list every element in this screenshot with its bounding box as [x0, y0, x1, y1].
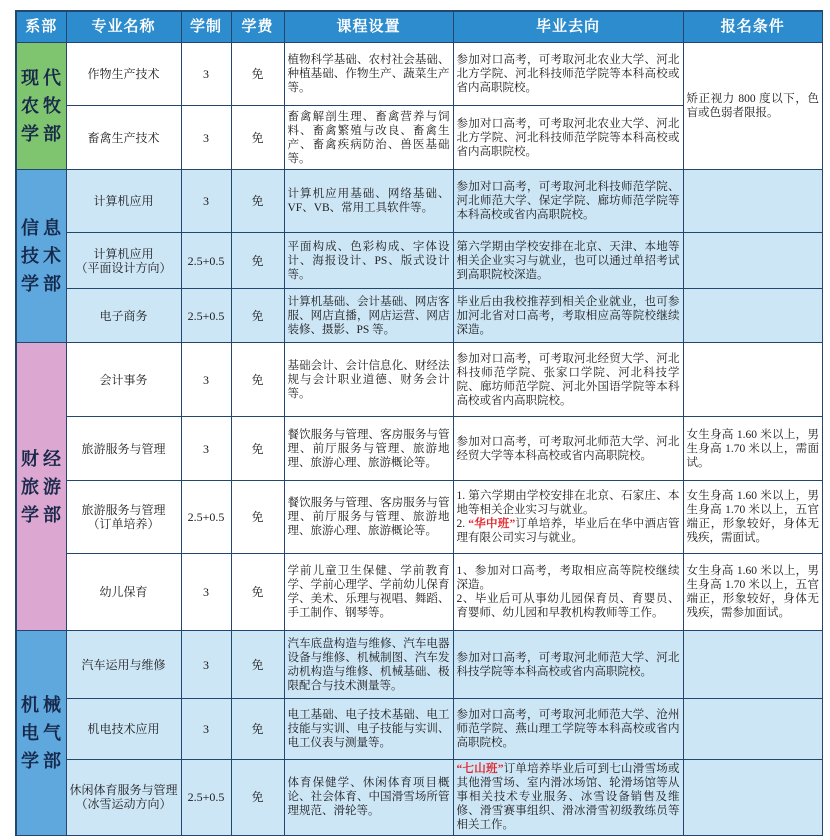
major-name-cell: 机电技术应用	[66, 699, 181, 760]
career-cell: 参加对口高考，可考取河北师范大学、沧州师范学院、燕山理工学院等本科高校或省内高职院校。	[453, 699, 683, 760]
dept-label: 机械电气学部	[21, 694, 65, 771]
career-item: 1、参加对口高考，考取相应高等院校继续深造。	[456, 565, 680, 591]
table-row	[16, 481, 823, 554]
dept-cell-finance-tourism	[16, 343, 66, 631]
table-row	[16, 699, 823, 760]
tuition-cell: 免	[231, 106, 284, 170]
major-name-cell: 旅游服务与管理	[66, 417, 181, 481]
duration-cell: 3	[181, 170, 231, 233]
career-item: 1. 第六学期由学校安排在北京、石家庄、本地等相关企业实习与就业。	[456, 490, 680, 516]
table-row	[16, 343, 823, 417]
requirements-cell	[683, 289, 823, 343]
courses-cell: 基础会计、会计信息化、财经法规与会计职业道德、财务会计等。	[284, 343, 453, 417]
courses-cell: 汽车底盘构造与维修、汽车电器设备与维修、机械制图、汽车发动机构造与维修、机械基础、极限配合与技术测量等。	[284, 631, 453, 699]
major-name-cell: 电子商务	[66, 289, 181, 343]
table-row	[16, 43, 823, 106]
tuition-cell: 免	[231, 417, 284, 481]
requirements-cell: 女生身高 1.60 米以上，男生身高 1.70 米以上，五官端正，形象较好，身体无残疾，需参加面试。	[683, 554, 823, 631]
requirements-cell	[683, 343, 823, 417]
duration-cell: 3	[181, 106, 231, 170]
career-item-text: 订单培养毕业后可到七山滑雪场或其他滑雪场、室内滑冰场馆、轮滑场馆等从事相关技术专业服务、冰雪设备销售及维修、滑雪赛事组织、滑冰滑雪初级教练员等相关工作。	[456, 763, 680, 832]
requirements-cell	[683, 699, 823, 760]
dept-label: 财经旅游学部	[21, 448, 65, 525]
courses-cell: 餐饮服务与管理、客房服务与管理、前厅服务与管理、旅游地理、旅游心理、旅游概论等。	[284, 481, 453, 554]
majors-table	[15, 10, 823, 836]
header-career: 毕业去向	[453, 11, 683, 43]
table-row	[16, 554, 823, 631]
courses-cell: 畜禽解剖生理、畜禽营养与饲料、畜禽繁殖与改良、畜禽生产、畜禽疾病防治、兽医基础等。	[284, 106, 453, 170]
tuition-cell: 免	[231, 631, 284, 699]
major-name-cell: 计算机应用 （平面设计方向）	[66, 233, 181, 289]
requirements-cell	[683, 170, 823, 233]
table-row	[16, 170, 823, 233]
header-requirements: 报名条件	[683, 11, 823, 43]
courses-cell: 计算机基础、会计基础、网店客服、网店直播，网店运营、网店装修、摄影、PS 等。	[284, 289, 453, 343]
table-row	[16, 289, 823, 343]
duration-cell: 2.5+0.5	[181, 289, 231, 343]
table-row	[16, 760, 823, 836]
career-cell	[453, 554, 683, 631]
courses-cell: 平面构成、色彩构成、字体设计、海报设计、PS、版式设计等。	[284, 233, 453, 289]
career-cell: 参加对口高考，可考取河北经贸大学、河北科技师范学院、张家口学院、河北科技学院、廊坊师范学院、河北外国语学院等本科高校或省内高职院校。	[453, 343, 683, 417]
duration-cell: 2.5+0.5	[181, 481, 231, 554]
tuition-cell: 免	[231, 760, 284, 836]
dept-label: 信息技术学部	[21, 218, 65, 294]
header-duration: 学制	[181, 11, 231, 43]
major-name-cell: 幼儿保育	[66, 554, 181, 631]
duration-cell: 3	[181, 631, 231, 699]
courses-cell: 体育保健学、休闲体育项目概论、社会体育、中国滑雪场所管理规范、滑轮等。	[284, 760, 453, 836]
career-item	[457, 517, 680, 545]
dept-cell-information	[16, 170, 66, 343]
career-cell: 参加对口高考，可考取河北科技师范学院、河北师范大学、保定学院、廊坊师范学院等本科高校或省内高职院校。	[453, 170, 683, 233]
table-row	[16, 417, 823, 481]
dept-cell-agriculture	[16, 43, 66, 170]
order-class-highlight: “华中班”	[468, 518, 516, 530]
dept-label: 现代农牧学部	[21, 68, 65, 144]
career-item-text: 订单培养，毕业后在华中酒店管理有限公司实习与就业。	[456, 518, 680, 544]
dept-cell-mechanical-electrical	[16, 631, 66, 836]
table-row	[16, 233, 823, 289]
courses-cell: 学前儿童卫生保健、学前教育学、学前心理学、学前幼儿保育学、美术、乐理与视唱、舞蹈、手工制作、钢琴等。	[284, 554, 453, 631]
duration-cell: 3	[181, 343, 231, 417]
career-cell	[453, 481, 683, 554]
table-header-row	[16, 11, 823, 43]
requirements-cell	[683, 233, 823, 289]
majors-table-container	[15, 10, 823, 836]
career-item-prefix: 2.	[456, 518, 469, 530]
tuition-cell: 免	[231, 233, 284, 289]
courses-cell: 电工基础、电子技术基础、电工技能与实训、电子技能与实训、电工仪表与测量等。	[284, 699, 453, 760]
career-item: 2、毕业后可从事幼儿园保育员、育婴员、育婴师、幼儿园和早教机构教师等工作。	[456, 593, 680, 619]
career-cell: 参加对口高考，可考取河北农业大学、河北北方学院、河北科技师范学院等本科高校或省内高职院校。	[453, 43, 683, 106]
order-class-highlight: “七山班”	[456, 763, 504, 776]
tuition-cell: 免	[231, 170, 284, 233]
courses-cell: 植物科学基础、农村社会基础、种植基础、作物生产、蔬菜生产等。	[284, 43, 453, 106]
header-major: 专业名称	[66, 11, 181, 43]
major-name-cell: 汽车运用与维修	[66, 631, 181, 699]
career-cell: 参加对口高考，可考取河北师范大学、河北科技学院等本科高校或省内高职院校。	[453, 631, 683, 699]
requirements-cell	[683, 760, 823, 836]
tuition-cell: 免	[231, 554, 284, 631]
career-cell: 参加对口高考，可考取河北师范大学、河北经贸大学等本科高校或省内高职院校。	[453, 417, 683, 481]
duration-cell: 3	[181, 417, 231, 481]
duration-cell: 2.5+0.5	[181, 233, 231, 289]
tuition-cell: 免	[231, 289, 284, 343]
tuition-cell: 免	[231, 481, 284, 554]
courses-cell: 计算机应用基础、网络基础、VF、VB、常用工具软件等。	[284, 170, 453, 233]
requirements-cell: 矫正视力 800 度以下，色盲或色弱者限报。	[683, 43, 823, 170]
header-courses: 课程设置	[284, 11, 453, 43]
header-department: 系部	[16, 11, 66, 43]
major-name-cell: 畜禽生产技术	[66, 106, 181, 170]
tuition-cell: 免	[231, 43, 284, 106]
career-cell: 毕业后由我校推荐到相关企业就业，也可参加河北省对口高考，考取相应高等院校继续深造。	[453, 289, 683, 343]
major-name-cell: 休闲体育服务与管理（冰雪运动方向）	[66, 760, 181, 836]
major-name-cell: 作物生产技术	[66, 43, 181, 106]
duration-cell: 3	[181, 699, 231, 760]
requirements-cell	[683, 631, 823, 699]
table-row	[16, 631, 823, 699]
header-tuition: 学费	[231, 11, 284, 43]
career-cell: 第六学期由学校安排在北京、天津、本地等相关企业实习与就业，也可以通过单招考试到高职院校深造。	[453, 233, 683, 289]
duration-cell: 3	[181, 554, 231, 631]
major-name-cell: 计算机应用	[66, 170, 181, 233]
duration-cell: 3	[181, 43, 231, 106]
courses-cell: 餐饮服务与管理、客房服务与管理、前厅服务与管理、旅游地理、旅游心理、旅游概论等。	[284, 417, 453, 481]
tuition-cell: 免	[231, 699, 284, 760]
major-name-cell: 旅游服务与管理 （订单培养）	[66, 481, 181, 554]
tuition-cell: 免	[231, 343, 284, 417]
requirements-cell: 女生身高 1.60 米以上，男生身高 1.70 米以上，五官端正，形象较好，身体无残疾，需面试。	[683, 481, 823, 554]
career-cell	[453, 760, 683, 836]
duration-cell: 2.5+0.5	[181, 760, 231, 836]
major-name-cell: 会计事务	[66, 343, 181, 417]
career-cell: 参加对口高考，可考取河北农业大学、河北北方学院、河北科技师范学院等本科高校或省内高职院校。	[453, 106, 683, 170]
requirements-cell: 女生身高 1.60 米以上，男生身高 1.70 米以上，需面试。	[683, 417, 823, 481]
